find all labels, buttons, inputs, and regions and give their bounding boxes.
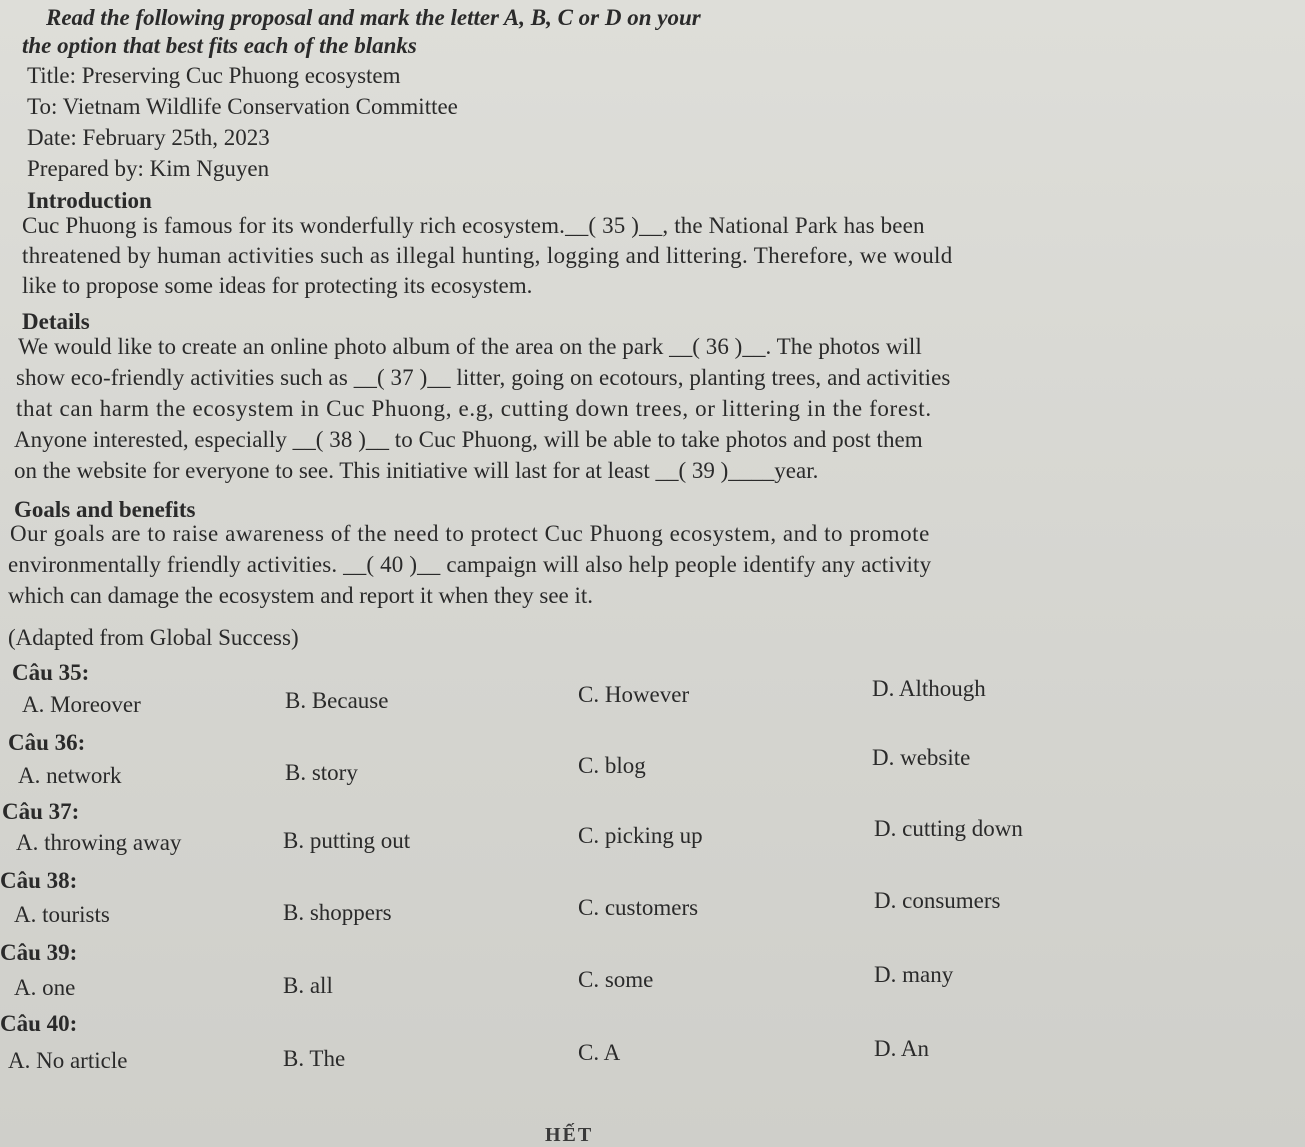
q36-option-c[interactable]: C. blog bbox=[578, 753, 646, 778]
q35-option-b[interactable]: B. Because bbox=[285, 688, 389, 713]
q35-option-c[interactable]: C. However bbox=[578, 682, 690, 707]
end-marker: HẾT bbox=[545, 1124, 594, 1146]
details-line-2: show eco-friendly activities such as __( 37 )__ litter, going on ecotours, planting trees, and activities bbox=[16, 365, 951, 390]
intro-heading: Introduction bbox=[27, 188, 152, 213]
q40-option-b[interactable]: B. The bbox=[283, 1046, 346, 1071]
source-note: (Adapted from Global Success) bbox=[8, 625, 299, 650]
q40-option-c[interactable]: C. A bbox=[578, 1040, 621, 1065]
q39-option-a[interactable]: A. one bbox=[14, 975, 76, 1000]
question-36-label: Câu 36: bbox=[8, 730, 86, 755]
q39-option-b[interactable]: B. all bbox=[283, 973, 333, 998]
intro-line-1: Cuc Phuong is famous for its wonderfully rich ecosystem.__( 35 )__, the National Park has been bbox=[22, 213, 925, 238]
q37-option-c[interactable]: C. picking up bbox=[578, 823, 703, 848]
question-38-label: Câu 38: bbox=[0, 868, 78, 893]
goals-line-2: environmentally friendly activities. __( 40 )__ campaign will also help people identify any activity bbox=[8, 552, 932, 577]
q39-option-c[interactable]: C. some bbox=[578, 967, 654, 992]
proposal-author: Prepared by: Kim Nguyen bbox=[27, 156, 270, 181]
q40-option-d[interactable]: D. An bbox=[874, 1036, 929, 1061]
details-heading: Details bbox=[22, 309, 90, 334]
q38-option-c[interactable]: C. customers bbox=[578, 895, 699, 920]
q40-option-a[interactable]: A. No article bbox=[8, 1048, 128, 1073]
details-line-3: that can harm the ecosystem in Cuc Phuong, e.g, cutting down trees, or littering in the forest. bbox=[16, 396, 932, 421]
q37-option-b[interactable]: B. putting out bbox=[283, 828, 411, 853]
intro-line-3: like to propose some ideas for protecting its ecosystem. bbox=[22, 273, 533, 298]
goals-line-3: which can damage the ecosystem and report it when they see it. bbox=[8, 583, 594, 608]
goals-heading: Goals and benefits bbox=[14, 497, 196, 522]
question-39-label: Câu 39: bbox=[0, 940, 78, 965]
goals-line-1: Our goals are to raise awareness of the need to protect Cuc Phuong ecosystem, and to promote bbox=[10, 521, 930, 546]
q38-option-b[interactable]: B. shoppers bbox=[283, 900, 392, 925]
q36-option-a[interactable]: A. network bbox=[18, 763, 122, 788]
q38-option-a[interactable]: A. tourists bbox=[14, 902, 110, 927]
instruction-line-1: Read the following proposal and mark the letter A, B, C or D on your bbox=[46, 5, 701, 30]
q35-option-a[interactable]: A. Moreover bbox=[22, 692, 141, 717]
q38-option-d[interactable]: D. consumers bbox=[874, 888, 1001, 913]
proposal-recipient: To: Vietnam Wildlife Conservation Committee bbox=[27, 94, 458, 119]
q37-option-a[interactable]: A. throwing away bbox=[16, 830, 182, 855]
instruction-line-2: the option that best fits each of the blanks bbox=[22, 33, 417, 58]
intro-line-2: threatened by human activities such as illegal hunting, logging and littering. Therefore, we would bbox=[22, 243, 953, 268]
details-line-5: on the website for everyone to see. This initiative will last for at least __( 39 )____year. bbox=[14, 458, 819, 483]
q35-option-d[interactable]: D. Although bbox=[872, 676, 986, 701]
q39-option-d[interactable]: D. many bbox=[874, 962, 954, 987]
question-40-label: Câu 40: bbox=[0, 1011, 78, 1036]
q36-option-b[interactable]: B. story bbox=[285, 760, 358, 785]
question-37-label: Câu 37: bbox=[2, 799, 80, 824]
details-line-1: We would like to create an online photo album of the area on the park __( 36 )__. The photos will bbox=[18, 334, 922, 359]
question-35-label: Câu 35: bbox=[12, 660, 90, 685]
q37-option-d[interactable]: D. cutting down bbox=[874, 816, 1023, 841]
proposal-date: Date: February 25th, 2023 bbox=[27, 125, 270, 150]
details-line-4: Anyone interested, especially __( 38 )__ to Cuc Phuong, will be able to take photos and post them bbox=[14, 427, 923, 452]
proposal-title: Title: Preserving Cuc Phuong ecosystem bbox=[27, 63, 401, 88]
q36-option-d[interactable]: D. website bbox=[872, 745, 971, 770]
